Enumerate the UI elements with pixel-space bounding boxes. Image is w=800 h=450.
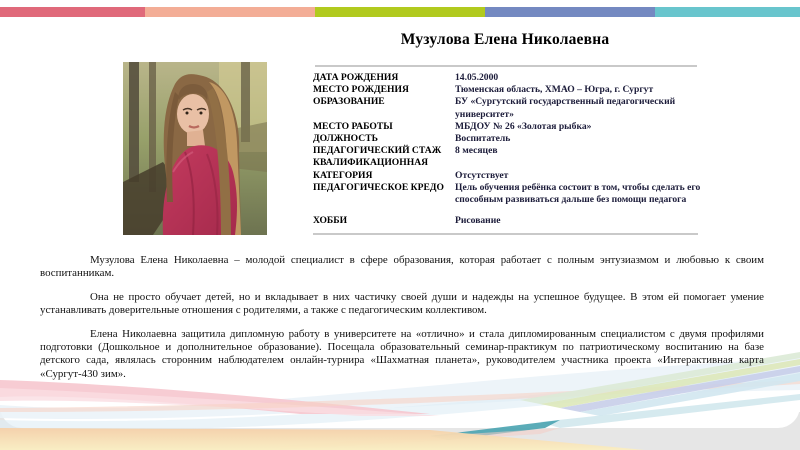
table-row: [313, 84, 705, 96]
biography-text: [40, 254, 764, 391]
row-label: МЕСТО РАБОТЫ: [313, 120, 393, 132]
table-row: [313, 133, 705, 145]
accent-segment-teal: [655, 7, 800, 17]
accent-segment-blue: [485, 7, 655, 17]
row-label: КВАЛИФИКАЦИОННАЯ КАТЕГОРИЯ: [313, 157, 429, 181]
row-value: 8 месяцев: [455, 145, 498, 157]
page-title: Музулова Елена Николаевна: [400, 31, 610, 48]
row-label: ДАТА РОЖДЕНИЯ: [313, 72, 399, 83]
row-value: Отсутствует: [455, 169, 509, 181]
row-value: 14.05.2000: [455, 72, 499, 83]
divider-top: [315, 65, 697, 67]
row-label: ПЕДАГОГИЧЕСКИЙ СТАЖ: [313, 145, 442, 157]
accent-segment-green: [315, 7, 485, 17]
accent-segment-rose: [0, 7, 145, 17]
row-value: Цель обучения ребёнка состоит в том, чтобы сделать его способным развиваться дальше без помощи педагога: [455, 181, 701, 206]
table-row: [313, 145, 705, 157]
biography-paragraph: Елена Николаевна защитила дипломную работу в университете на «отлично» и стала дипломированным специалистом с двумя профилями подготовки (Дошкольное и дополнительное образование). Посещала образовательный семинар-практикум по патриотическому воспитанию на базе детского сада, являлась сторонним наблюдателем онлайн-турнира «Шахматная планета», руководителем участника проекта «Интерактивная карта «Сургут-430 зим».: [40, 327, 764, 380]
row-label: МЕСТО РОЖДЕНИЯ: [313, 84, 409, 96]
table-row: [313, 96, 705, 120]
row-value: МБДОУ № 26 «Золотая рыбка»: [455, 120, 592, 132]
table-row: [313, 121, 705, 133]
table-row: [313, 72, 705, 84]
row-label: ДОЛЖНОСТЬ: [313, 133, 378, 145]
biography-paragraph: Она не просто обучает детей, но и вкладывает в них частичку своей души и надежды на успешное будущее. В этом ей помогает умение устанавливать доверительные отношения с родителями, а также с педагогическим коллективом.: [40, 290, 764, 317]
table-row: [313, 157, 705, 181]
table-row: [313, 182, 705, 206]
profile-photo: [123, 62, 267, 235]
row-value: Рисование: [455, 215, 501, 227]
biography-paragraph: Музулова Елена Николаевна – молодой специалист в сфере образования, которая работает с полным энтузиазмом и любовью к своим воспитанникам.: [40, 254, 764, 280]
row-label: ОБРАЗОВАНИЕ: [313, 96, 385, 108]
row-value: Воспитатель: [455, 133, 511, 145]
row-value: Тюменская область, ХМАО – Югра, г. Сургут: [455, 84, 654, 96]
row-label: ХОББИ: [313, 215, 348, 227]
accent-segment-salmon: [145, 7, 315, 17]
row-label: ПЕДАГОГИЧЕСКОЕ КРЕДО: [313, 181, 444, 193]
profile-details-table: [313, 72, 705, 227]
top-accent-bar: [0, 7, 800, 17]
row-value: БУ «Сургутский государственный педагогический университет»: [455, 96, 676, 120]
table-row: [313, 215, 705, 227]
divider-bottom: [313, 233, 698, 235]
